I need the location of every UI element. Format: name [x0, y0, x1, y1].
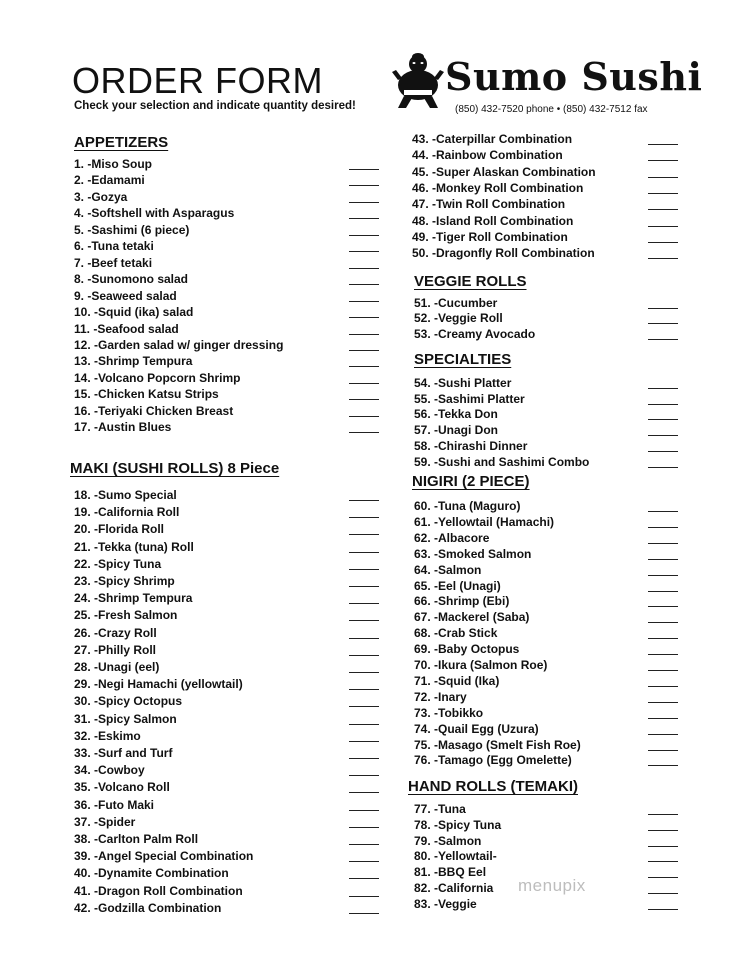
- quantity-blank[interactable]: [349, 655, 379, 656]
- quantity-blank[interactable]: [349, 741, 379, 742]
- quantity-blank[interactable]: [648, 258, 678, 259]
- menu-item: 53. -Creamy Avocado: [414, 326, 536, 341]
- quantity-blank[interactable]: [648, 339, 678, 340]
- menu-item: 73. -Tobikko: [414, 705, 484, 720]
- menu-item: 36. -Futo Maki: [74, 797, 155, 812]
- menu-item: 31. -Spicy Salmon: [74, 711, 177, 726]
- menu-item: 27. -Philly Roll: [74, 642, 157, 657]
- quantity-blank[interactable]: [349, 603, 379, 604]
- menu-item: 32. -Eskimo: [74, 728, 141, 743]
- quantity-blank[interactable]: [349, 284, 379, 285]
- heading-appetizers: APPETIZERS: [74, 134, 169, 151]
- quantity-blank[interactable]: [349, 775, 379, 776]
- quantity-blank[interactable]: [648, 606, 678, 607]
- quantity-blank[interactable]: [349, 399, 379, 400]
- menu-item: 38. -Carlton Palm Roll: [74, 832, 199, 846]
- quantity-blank[interactable]: [648, 702, 678, 703]
- menu-item: 80. -Yellowtail-: [414, 849, 497, 864]
- quantity-blank[interactable]: [648, 877, 678, 878]
- menu-item: 4. -Softshell with Asparagus: [74, 206, 235, 221]
- menu-item: 58. -Chirashi Dinner: [414, 438, 528, 453]
- quantity-blank[interactable]: [648, 638, 678, 639]
- menu-item: 62. -Albacore: [414, 530, 490, 545]
- menu-item: 81. -BBQ Eel: [414, 865, 487, 880]
- quantity-blank[interactable]: [349, 185, 379, 186]
- restaurant-logo-name: Sumo Sushi: [445, 54, 703, 99]
- menu-item: 41. -Dragon Roll Combination: [74, 883, 243, 898]
- watermark: menupix: [518, 876, 586, 895]
- quantity-blank[interactable]: [349, 301, 379, 302]
- menu-item: 67. -Mackerel (Saba): [414, 610, 530, 625]
- restaurant-contact: (850) 432-7520 phone • (850) 432-7512 fax: [455, 104, 648, 115]
- menu-item: 45. -Super Alaskan Combination: [412, 164, 596, 179]
- quantity-blank[interactable]: [349, 792, 379, 793]
- menu-item: 77. -Tuna: [414, 802, 466, 816]
- quantity-blank[interactable]: [349, 689, 379, 690]
- instructions: Check your selection and indicate quantity desired!: [74, 100, 356, 112]
- menu-item: 28. -Unagi (eel): [74, 660, 160, 674]
- menu-item: 20. -Florida Roll: [74, 522, 165, 537]
- quantity-blank[interactable]: [648, 144, 678, 145]
- menu-item: 76. -Tamago (Egg Omelette): [414, 753, 572, 768]
- menu-item: 63. -Smoked Salmon: [414, 546, 532, 561]
- menu-item: 46. -Monkey Roll Combination: [412, 181, 584, 196]
- quantity-blank[interactable]: [349, 202, 379, 203]
- quantity-blank[interactable]: [349, 913, 379, 914]
- quantity-blank[interactable]: [648, 750, 678, 751]
- quantity-blank[interactable]: [648, 591, 678, 592]
- menu-item: 71. -Squid (Ika): [414, 673, 500, 688]
- menu-item: 75. -Masago (Smelt Fish Roe): [414, 737, 581, 752]
- quantity-blank[interactable]: [349, 251, 379, 252]
- menu-item: 25. -Fresh Salmon: [74, 608, 178, 623]
- quantity-blank[interactable]: [349, 724, 379, 725]
- menu-item: 23. -Spicy Shrimp: [74, 574, 175, 588]
- menu-item: 61. -Yellowtail (Hamachi): [414, 514, 555, 529]
- menu-item: 5. -Sashimi (6 piece): [74, 222, 190, 237]
- quantity-blank[interactable]: [648, 686, 678, 687]
- quantity-blank[interactable]: [648, 654, 678, 655]
- quantity-blank[interactable]: [349, 334, 379, 335]
- quantity-blank[interactable]: [648, 435, 678, 436]
- menu-item: 15. -Chicken Katsu Strips: [74, 387, 219, 402]
- menu-item: 64. -Salmon: [414, 562, 482, 577]
- sumo-wrestler-icon: [392, 52, 444, 110]
- quantity-blank[interactable]: [648, 242, 678, 243]
- quantity-blank[interactable]: [648, 308, 678, 309]
- quantity-blank[interactable]: [648, 467, 678, 468]
- heading-specialties: SPECIALTIES: [414, 351, 512, 368]
- quantity-blank[interactable]: [648, 861, 678, 862]
- menu-item: 79. -Salmon: [414, 833, 482, 848]
- quantity-blank[interactable]: [648, 814, 678, 815]
- menu-item: 2. -Edamami: [74, 173, 145, 188]
- menu-item: 10. -Squid (ika) salad: [74, 305, 194, 320]
- quantity-blank[interactable]: [349, 861, 379, 862]
- menu-item: 18. -Sumo Special: [74, 488, 177, 502]
- menu-item: 35. -Volcano Roll: [74, 780, 170, 795]
- menu-item: 44. -Rainbow Combination: [412, 148, 563, 163]
- quantity-blank[interactable]: [349, 534, 379, 535]
- menu-item: 83. -Veggie: [414, 896, 477, 911]
- menu-item: 16. -Teriyaki Chicken Breast: [74, 403, 234, 418]
- heading-hand-rolls: HAND ROLLS (TEMAKI): [408, 778, 578, 795]
- menu-item: 30. -Spicy Octopus: [74, 694, 183, 709]
- menu-item: 22. -Spicy Tuna: [74, 556, 162, 571]
- quantity-blank[interactable]: [648, 846, 678, 847]
- menu-item: 42. -Godzilla Combination: [74, 900, 222, 915]
- quantity-blank[interactable]: [349, 268, 379, 269]
- quantity-blank[interactable]: [349, 169, 379, 170]
- quantity-blank[interactable]: [648, 193, 678, 194]
- quantity-blank[interactable]: [349, 432, 379, 433]
- quantity-blank[interactable]: [648, 527, 678, 528]
- heading-maki: MAKI (SUSHI ROLLS) 8 Piece: [70, 460, 280, 477]
- quantity-blank[interactable]: [648, 177, 678, 178]
- menu-item: 65. -Eel (Unagi): [414, 578, 501, 593]
- quantity-blank[interactable]: [648, 893, 678, 894]
- quantity-blank[interactable]: [349, 706, 379, 707]
- quantity-blank[interactable]: [349, 672, 379, 673]
- quantity-blank[interactable]: [648, 559, 678, 560]
- menu-item: 9. -Seaweed salad: [74, 288, 177, 303]
- quantity-blank[interactable]: [648, 160, 678, 161]
- menu-item: 17. -Austin Blues: [74, 420, 172, 435]
- menu-item: 78. -Spicy Tuna: [414, 817, 502, 832]
- menu-item: 1. -Miso Soup: [74, 157, 152, 171]
- quantity-blank[interactable]: [648, 543, 678, 544]
- quantity-blank[interactable]: [648, 323, 678, 324]
- page-title: ORDER FORM: [72, 60, 323, 101]
- menu-item: 56. -Tekka Don: [414, 407, 498, 422]
- menu-item: 74. -Quail Egg (Uzura): [414, 721, 539, 736]
- quantity-blank[interactable]: [349, 844, 379, 845]
- quantity-blank[interactable]: [349, 366, 379, 367]
- menu-item: 49. -Tiger Roll Combination: [412, 230, 568, 245]
- menu-item: 19. -California Roll: [74, 505, 180, 520]
- menu-item: 50. -Dragonfly Roll Combination: [412, 246, 595, 261]
- menu-item: 13. -Shrimp Tempura: [74, 354, 193, 369]
- menu-item: 26. -Crazy Roll: [74, 625, 157, 640]
- quantity-blank[interactable]: [349, 878, 379, 879]
- menu-item: 3. -Gozya: [74, 189, 128, 204]
- menu-item: 24. -Shrimp Tempura: [74, 591, 193, 606]
- menu-item: 14. -Volcano Popcorn Shrimp: [74, 370, 241, 385]
- heading-veggie-rolls: VEGGIE ROLLS: [414, 273, 527, 290]
- quantity-blank[interactable]: [349, 586, 379, 587]
- menu-item: 7. -Beef tetaki: [74, 255, 153, 270]
- quantity-blank[interactable]: [349, 517, 379, 518]
- menu-item: 33. -Surf and Turf: [74, 746, 173, 760]
- quantity-blank[interactable]: [648, 718, 678, 719]
- menu-item: 8. -Sunomono salad: [74, 272, 189, 287]
- menu-item: 40. -Dynamite Combination: [74, 866, 229, 881]
- menu-item: 6. -Tuna tetaki: [74, 239, 154, 254]
- menu-item: 55. -Sashimi Platter: [414, 391, 525, 406]
- quantity-blank[interactable]: [648, 511, 678, 512]
- menu-item: 43. -Caterpillar Combination: [412, 132, 573, 146]
- menu-item: 59. -Sushi and Sashimi Combo: [414, 454, 590, 469]
- menu-item: 12. -Garden salad w/ ginger dressing: [74, 337, 284, 352]
- quantity-blank[interactable]: [648, 419, 678, 420]
- quantity-blank[interactable]: [349, 235, 379, 236]
- menu-item: 66. -Shrimp (Ebi): [414, 594, 510, 609]
- quantity-blank[interactable]: [648, 734, 678, 735]
- quantity-blank[interactable]: [648, 909, 678, 910]
- menu-item: 57. -Unagi Don: [414, 423, 499, 438]
- quantity-blank[interactable]: [349, 810, 379, 811]
- menu-item: 39. -Angel Special Combination: [74, 849, 254, 864]
- quantity-blank[interactable]: [349, 416, 379, 417]
- menu-item: 82. -California: [414, 881, 494, 895]
- quantity-blank[interactable]: [648, 765, 678, 766]
- menu-item: 69. -Baby Octopus: [414, 642, 520, 657]
- quantity-blank[interactable]: [349, 552, 379, 553]
- quantity-blank[interactable]: [349, 500, 379, 501]
- menu-item: 52. -Veggie Roll: [414, 311, 503, 326]
- quantity-blank[interactable]: [349, 620, 379, 621]
- quantity-blank[interactable]: [349, 383, 379, 384]
- menu-item: 34. -Cowboy: [74, 763, 145, 778]
- menu-item: 37. -Spider: [74, 814, 136, 829]
- menu-item: 60. -Tuna (Maguro): [414, 499, 521, 513]
- quantity-blank[interactable]: [648, 451, 678, 452]
- menu-item: 51. -Cucumber: [414, 296, 498, 310]
- quantity-blank[interactable]: [648, 404, 678, 405]
- quantity-blank[interactable]: [349, 896, 379, 897]
- quantity-blank[interactable]: [349, 569, 379, 570]
- quantity-blank[interactable]: [349, 638, 379, 639]
- menu-item: 11. -Seafood salad: [74, 321, 179, 336]
- quantity-blank[interactable]: [648, 209, 678, 210]
- menu-item: 68. -Crab Stick: [414, 626, 498, 641]
- quantity-blank[interactable]: [648, 830, 678, 831]
- quantity-blank[interactable]: [349, 317, 379, 318]
- quantity-blank[interactable]: [349, 827, 379, 828]
- quantity-blank[interactable]: [648, 622, 678, 623]
- menu-item: 48. -Island Roll Combination: [412, 213, 574, 228]
- quantity-blank[interactable]: [349, 758, 379, 759]
- quantity-blank[interactable]: [648, 575, 678, 576]
- quantity-blank[interactable]: [648, 388, 678, 389]
- quantity-blank[interactable]: [349, 350, 379, 351]
- quantity-blank[interactable]: [349, 218, 379, 219]
- menu-item: 70. -Ikura (Salmon Roe): [414, 658, 548, 672]
- heading-nigiri: NIGIRI (2 PIECE): [412, 473, 530, 490]
- menu-item: 54. -Sushi Platter: [414, 376, 512, 390]
- menu-item: 29. -Negi Hamachi (yellowtail): [74, 677, 243, 692]
- quantity-blank[interactable]: [648, 226, 678, 227]
- menu-item: 72. -Inary: [414, 689, 467, 704]
- quantity-blank[interactable]: [648, 670, 678, 671]
- menu-item: 21. -Tekka (tuna) Roll: [74, 539, 194, 554]
- menu-item: 47. -Twin Roll Combination: [412, 197, 566, 212]
